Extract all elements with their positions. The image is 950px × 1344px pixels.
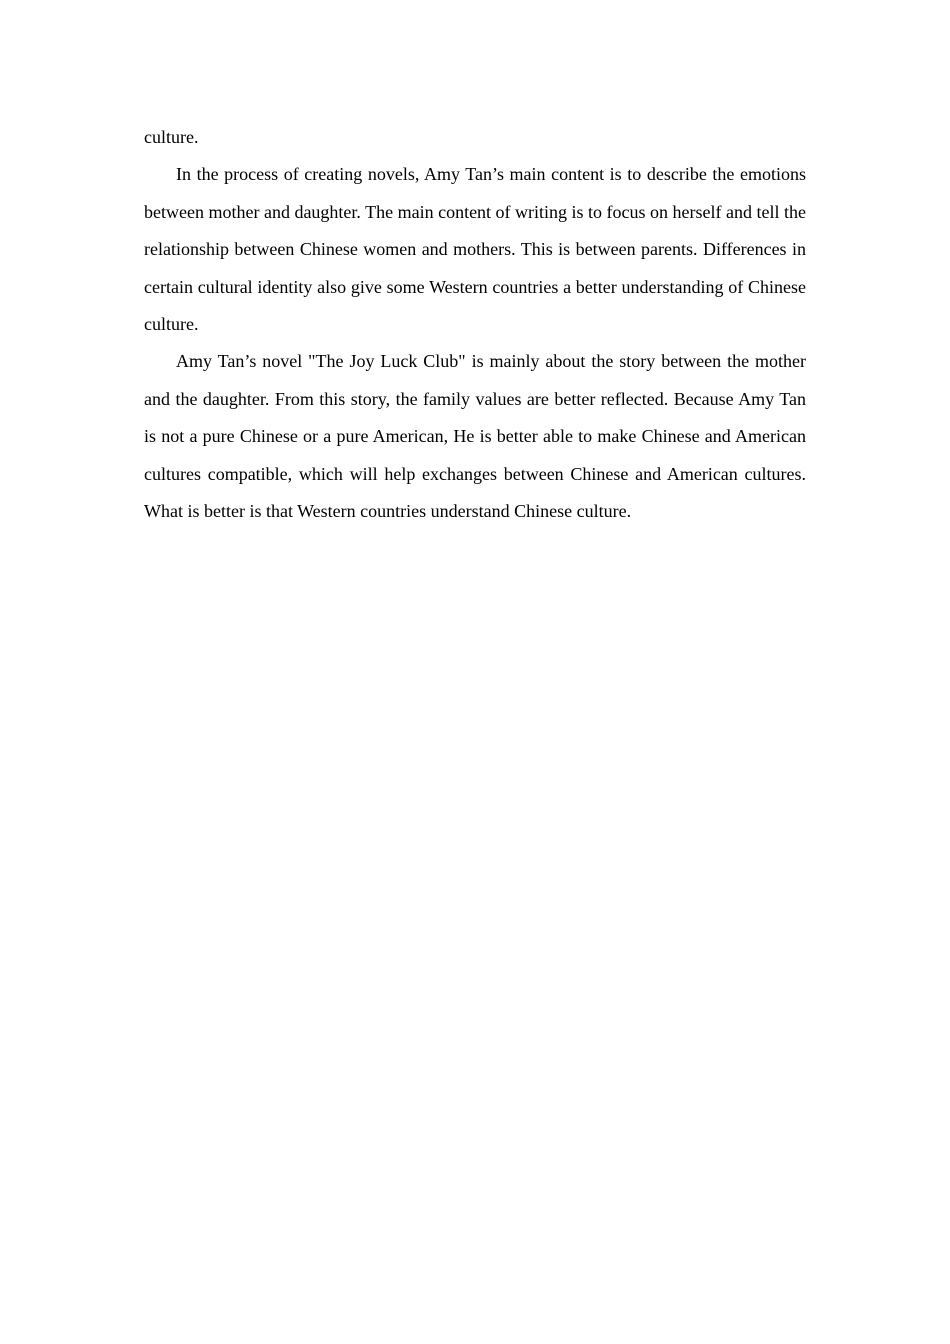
body-text (144, 119, 806, 530)
paragraph-joy-luck-club: Amy Tan’s novel "The Joy Luck Club" is mainly about the story between the mother and the daughter. From this story, the family values are better reflected. Because Amy Tan is not a pure Chinese or a pure American, He is better able to make Chinese and American cultures compatible, which will help exchanges between Chinese and American cultures. What is better is that Western countries understand Chinese culture. (144, 351, 806, 522)
paragraph-continuation: culture. (144, 127, 199, 147)
paragraph-amy-tan-content: In the process of creating novels, Amy Tan’s main content is to describe the emotions between mother and daughter. The main content of writing is to focus on herself and tell the relationship between Chinese women and mothers. This is between parents. Differences in certain cultural identity also give some Western countries a better understanding of Chinese culture. (144, 164, 806, 335)
